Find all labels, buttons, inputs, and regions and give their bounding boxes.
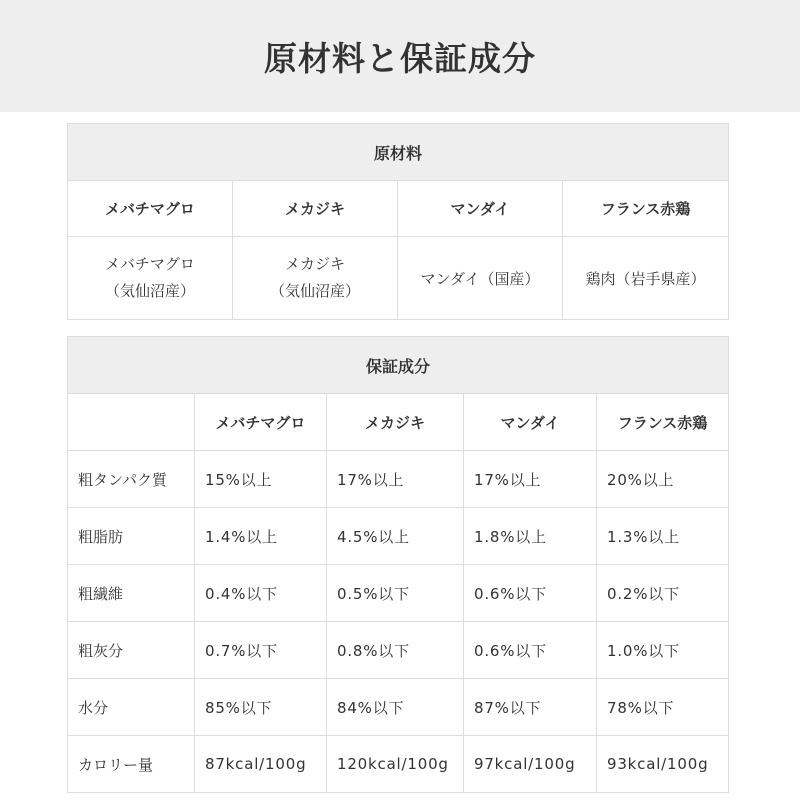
- ingredients-col-header: メバチマグロ: [68, 181, 233, 237]
- row-label: 粗タンパク質: [68, 451, 195, 508]
- ingredient-cell: [563, 237, 729, 320]
- ingredient-cell: [398, 237, 563, 320]
- row-label: 粗灰分: [68, 622, 195, 679]
- ingredients-col-header: メカジキ: [233, 181, 398, 237]
- table-cell: 87kcal/100g: [195, 736, 327, 793]
- table-cell: 85%以下: [195, 679, 327, 736]
- table-cell: 15%以上: [195, 451, 327, 508]
- ingredients-table: [67, 123, 729, 320]
- ingredient-origin: （気仙沼産）: [104, 282, 195, 300]
- ingredients-title: 原材料: [68, 124, 729, 181]
- table-cell: 1.3%以上: [597, 508, 729, 565]
- row-label: 粗脂肪: [68, 508, 195, 565]
- table-cell: 78%以下: [597, 679, 729, 736]
- ingredient-name: メカジキ: [284, 255, 345, 273]
- table-cell: 87%以下: [464, 679, 597, 736]
- table-row: [68, 451, 729, 508]
- table-cell: 97kcal/100g: [464, 736, 597, 793]
- ingredient-origin: （気仙沼産）: [269, 282, 360, 300]
- ingredients-col-header: マンダイ: [398, 181, 563, 237]
- row-label: 水分: [68, 679, 195, 736]
- table-cell: 1.8%以上: [464, 508, 597, 565]
- table-row: [68, 679, 729, 736]
- table-cell: 0.4%以下: [195, 565, 327, 622]
- table-cell: 0.6%以下: [464, 565, 597, 622]
- table-cell: 1.4%以上: [195, 508, 327, 565]
- ingredient-cell: [233, 237, 398, 320]
- table-cell: 1.0%以下: [597, 622, 729, 679]
- table-cell: 0.6%以下: [464, 622, 597, 679]
- table-cell: 17%以上: [327, 451, 464, 508]
- table-row: [68, 622, 729, 679]
- guarantee-col-header: メバチマグロ: [195, 394, 327, 451]
- table-row: [68, 508, 729, 565]
- ingredient-name: マンダイ（国産）: [420, 269, 540, 288]
- table-row: [68, 565, 729, 622]
- row-label: カロリー量: [68, 736, 195, 793]
- table-cell: 84%以下: [327, 679, 464, 736]
- table-cell: 20%以上: [597, 451, 729, 508]
- table-row: [68, 736, 729, 793]
- table-cell: 0.7%以下: [195, 622, 327, 679]
- table-cell: 4.5%以上: [327, 508, 464, 565]
- ingredient-cell: [68, 237, 233, 320]
- table-cell: 17%以上: [464, 451, 597, 508]
- table-cell: 120kcal/100g: [327, 736, 464, 793]
- guarantee-title: 保証成分: [68, 337, 729, 394]
- ingredient-name: 鶏肉（岩手県産）: [585, 269, 706, 288]
- guarantee-col-header: フランス赤鶏: [597, 394, 729, 451]
- guarantee-corner-cell: [68, 394, 195, 451]
- page-header: [0, 0, 800, 112]
- table-cell: 0.5%以下: [327, 565, 464, 622]
- page-title: 原材料と保証成分: [264, 38, 536, 78]
- guarantee-col-header: マンダイ: [464, 394, 597, 451]
- table-cell: 0.2%以下: [597, 565, 729, 622]
- table-cell: 0.8%以下: [327, 622, 464, 679]
- row-label: 粗繊維: [68, 565, 195, 622]
- guarantee-col-header: メカジキ: [327, 394, 464, 451]
- table-cell: 93kcal/100g: [597, 736, 729, 793]
- guarantee-table: [67, 336, 729, 793]
- ingredient-name: メバチマグロ: [105, 255, 195, 273]
- ingredients-col-header: フランス赤鶏: [563, 181, 729, 237]
